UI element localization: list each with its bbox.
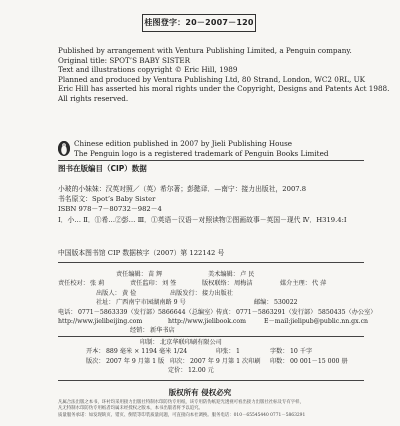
- fine-print-line: 凡无特制水印防伪专用纸者均属未经授权之版本，本书出版者将予以追究。: [58, 406, 203, 412]
- value: 530022: [274, 299, 298, 307]
- cip-line: Ⅰ．小… Ⅱ．①希…②彭… Ⅲ．①英语－汉语－对照读物②图画故事－英国－现代 Ⅳ．H319.4:I: [58, 215, 347, 224]
- label: 版权联络：: [202, 280, 233, 288]
- website: http://www.jielibeijing.com: [58, 317, 143, 325]
- label: 印制：: [140, 339, 159, 346]
- credits-row-sales: [58, 326, 388, 335]
- value: 1: [236, 348, 240, 356]
- credits-block: [58, 270, 388, 336]
- penguin-note: [74, 139, 394, 158]
- value: 889 毫米 × 1194 毫米 1/24: [106, 348, 188, 356]
- credits-row-proof: [58, 279, 388, 288]
- label: 社址：: [96, 299, 115, 307]
- value: 5850435（办公室）: [318, 308, 377, 316]
- credits-row-web: [58, 317, 388, 326]
- print-row-format: [58, 347, 388, 356]
- value: 2007 年 9 月第 1 次印刷: [190, 357, 261, 365]
- label: 经销：: [130, 327, 149, 335]
- english-line: All rights reserved.: [58, 93, 129, 103]
- cip-number: 中国版本图书馆 CIP 数据核字（2007）第 122142 号: [58, 249, 225, 257]
- value: 12.00 元: [188, 367, 214, 375]
- penguin-logo-icon-svg: [58, 141, 70, 156]
- label: 传真：: [216, 308, 235, 316]
- value: 苗 辉: [148, 271, 163, 278]
- credits-row-editors: [58, 270, 388, 279]
- cip-line: ISBN 978－7－80732－982－4: [58, 205, 162, 214]
- value: 2007 年 9 月第 1 版: [106, 357, 165, 365]
- label: 电话：: [58, 308, 77, 316]
- value: 10 千字: [290, 348, 313, 356]
- print-row-price: [58, 366, 388, 375]
- fine-print-line: 凡属合法出版之本书，环衬均采用接力出版社特制水印防伪专用纸，该专用防伪纸迎光透视可看出接力出版社社标及专有字样，: [58, 400, 304, 405]
- website: http://www.jielibook.com: [168, 317, 246, 325]
- label: 版次：: [86, 357, 105, 365]
- value: 广西南宁市园湖南路 9 号: [116, 299, 186, 307]
- label: 开本：: [86, 348, 105, 356]
- value: 北京华联印刷有限公司: [160, 339, 222, 346]
- penguin-note-line: Chinese edition published in 2007 by Jieli Publishing House: [74, 139, 293, 148]
- value: 周梅洁: [234, 280, 253, 288]
- divider: [58, 160, 364, 161]
- credits-row-address: [58, 298, 388, 307]
- value: 新华书店: [150, 327, 175, 335]
- divider: [58, 262, 364, 263]
- fine-print: [58, 400, 388, 419]
- label: 责任校对：: [58, 280, 89, 288]
- value: 张 莉: [90, 280, 105, 288]
- label: 责任监印：: [130, 280, 161, 288]
- english-copyright-block: [58, 46, 388, 104]
- label: 出版发行：: [170, 289, 201, 297]
- english-line: Planned and produced by Ventura Publishing Ltd, 80 Strand, London, WC2 0RL, UK: [58, 74, 366, 84]
- value: 0771－5863291（发行部）: [236, 308, 317, 316]
- label: 媒介主理：: [280, 280, 311, 288]
- value: 0771－5863339（发行部）: [78, 308, 159, 316]
- divider: [58, 336, 364, 337]
- credits-row-phone: [58, 308, 388, 317]
- label: 印次：: [170, 357, 189, 365]
- value: 刘 签: [162, 280, 177, 288]
- print-row-edition: [58, 357, 388, 366]
- cip-data: [58, 184, 388, 225]
- label: 定价：: [168, 367, 187, 375]
- divider: [58, 380, 364, 381]
- penguin-note-line: The Penguin logo is a registered trademark of Penguin Books Limited: [74, 148, 329, 158]
- email: E－mail:jielipub@public.nn.gx.cn: [264, 317, 369, 325]
- value: 接力出版社: [202, 289, 233, 297]
- value: 5866644（总编室）: [158, 308, 217, 316]
- label: 美术编辑：: [208, 271, 239, 278]
- value: 卢 民: [240, 271, 255, 278]
- label: 邮编：: [254, 299, 273, 307]
- print-block: [58, 338, 388, 376]
- cip-line: 小玻的小妹妹：汉英对照／（英）希尔著；彭懿译．—南宁：接力出版社，2007.8: [58, 185, 307, 193]
- value: 黄 俭: [122, 289, 137, 297]
- cip-title: 图书在版编目（CIP）数据: [58, 164, 147, 173]
- registration-number: 桂图登字：20－2007－120: [142, 14, 256, 32]
- label: 印数：: [270, 357, 289, 365]
- cip-line: 书名原文：Spot’s Baby Sister: [58, 195, 156, 204]
- value: 代 萍: [312, 280, 327, 288]
- english-line: Eric Hill has asserted his moral rights under the Copyright, Designs and Patents Act 1988.: [58, 84, 390, 94]
- label: 字数：: [270, 348, 289, 356]
- rights-notice: 版权所有 侵权必究: [168, 388, 232, 397]
- print-row-printer: [58, 338, 388, 347]
- label: 出版人：: [96, 289, 121, 297]
- credits-row-publisher: [58, 289, 388, 298]
- english-line: Original title: SPOT’S BABY SISTER: [58, 55, 191, 65]
- label: 责任编辑：: [116, 271, 147, 278]
- penguin-logo-icon: [58, 141, 70, 156]
- english-line: Text and illustrations copyright © Eric Hill, 1989: [58, 65, 238, 75]
- english-line: Published by arrangement with Ventura Publishing Limited, a Penguin company.: [58, 46, 352, 55]
- fine-print-line: 质量服务承诺：如发现缺页、错页、倒装等印装质量问题，可直接向本社调换。服务电话：010－65545440 0771－5863291: [58, 412, 306, 418]
- label: 印张：: [216, 348, 235, 356]
- value: 00 001－15 000 册: [290, 357, 348, 365]
